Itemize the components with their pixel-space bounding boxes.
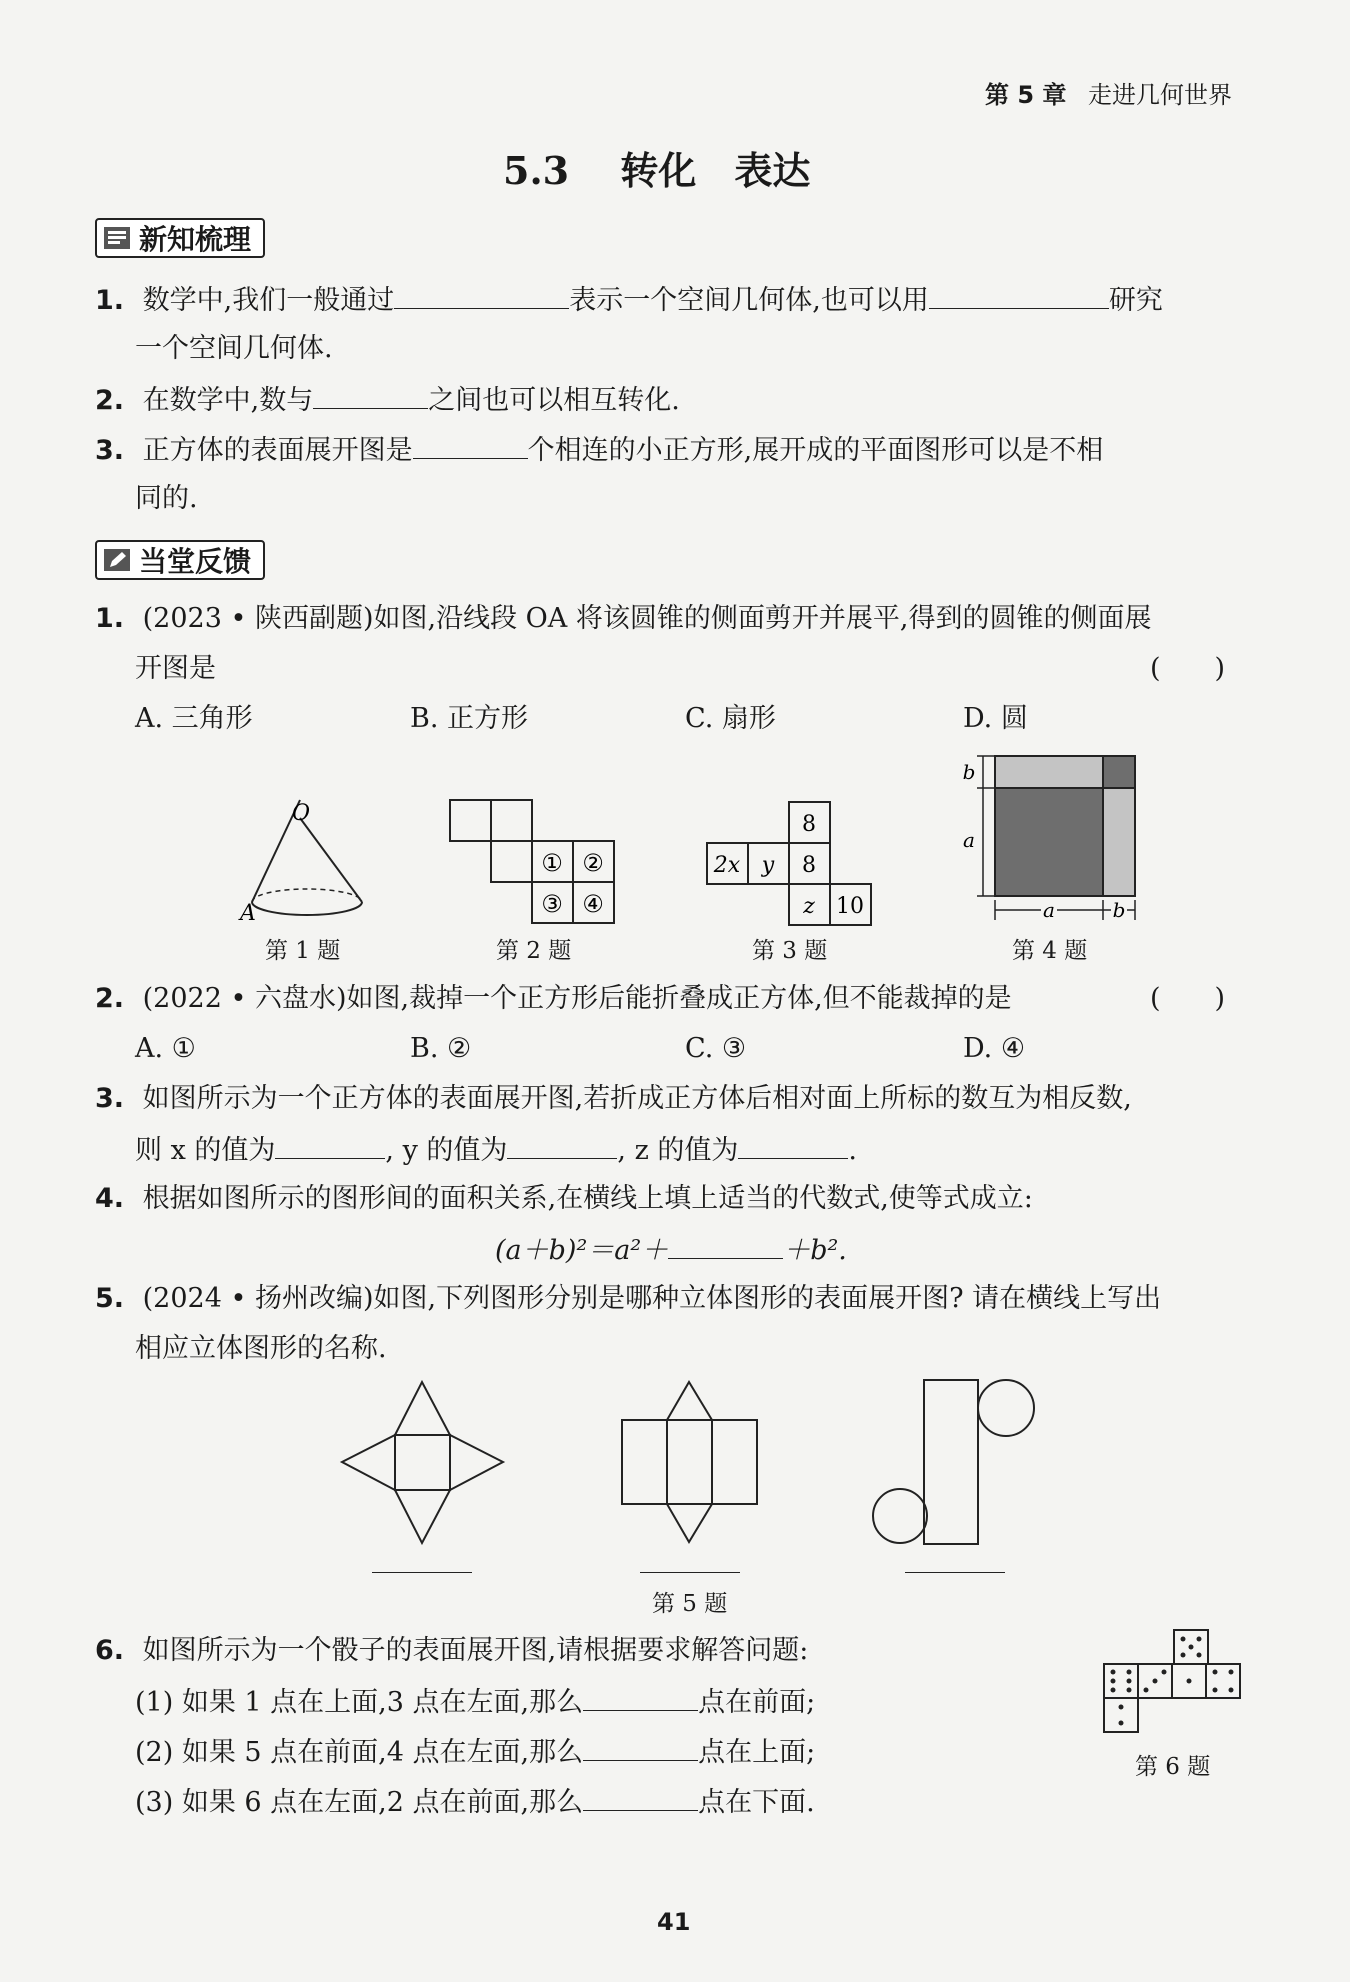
question-3 [95,1082,1132,1116]
question-number: 3. [95,1083,125,1114]
vertex-label-o: O [292,801,311,826]
knowledge-item-1 [95,282,1163,318]
chapter-number: 第 5 章 [985,81,1067,109]
lesson-title [503,140,810,195]
item-text: 表示一个空间几何体,也可以用 [569,285,929,316]
question-text: 点在下面. [698,1787,815,1818]
question-number: 6. [95,1635,125,1666]
figure-1-caption: 第 1 题 [265,938,341,964]
prism-net-figure [620,1380,760,1545]
formula-text: ＋b². [783,1235,847,1266]
answer-line-2[interactable] [640,1572,740,1573]
question-6-part-1 [135,1684,815,1720]
item-number: 3. [95,435,125,466]
page-number: 41 [657,1908,691,1936]
cell-z: z [803,894,815,919]
item-text: 个相连的小正方形,展开成的平面图形可以是不相 [527,435,1104,466]
question-number: 2. [95,983,125,1014]
figure-6-caption: 第 6 题 [1135,1754,1211,1780]
cell-2x: 2x [713,853,741,878]
lesson-name: 转化 表达 [620,149,811,193]
item-text: 在数学中,数与 [142,385,314,416]
bottom-label-a: a [1043,898,1055,922]
section-label: 新知梳理 [139,223,252,256]
question-text: (2022 • 六盘水)如图,裁掉一个正方形后能折叠成正方体,但不能裁掉的是 [142,983,1012,1014]
side-label-a: a [963,828,975,852]
answer-paren[interactable]: ( ) [1150,983,1226,1014]
answer-blank-y[interactable] [507,1132,617,1159]
question-text: 根据如图所示的图形间的面积关系,在横线上填上适当的代数式,使等式成立: [142,1183,1033,1214]
question-text: , z 的值为 [617,1135,739,1166]
section-new-knowledge [95,218,265,258]
answer-blank-x[interactable] [275,1132,385,1159]
chapter-title: 走进几何世界 [1088,81,1232,109]
question-1 [95,602,1151,636]
figure-4-caption: 第 4 题 [1012,938,1088,964]
question-text: (2023 • 陕西副题)如图,沿线段 OA 将该圆锥的侧面剪开并展平,得到的圆锥的侧面展 [142,603,1152,634]
item-text: 正方体的表面展开图是 [142,435,413,466]
option-d[interactable]: D. ④ [963,1033,1026,1064]
question-3-cont [135,1132,857,1168]
cell-top: 8 [802,812,816,837]
cell-y: y [761,853,775,878]
question-6-part-3 [135,1784,815,1820]
question-5-cont: 相应立体图形的名称. [135,1333,387,1364]
item-number: 2. [95,385,125,416]
item-text: 数学中,我们一般通过 [142,285,395,316]
question-text: , y 的值为 [385,1135,508,1166]
answer-line-1[interactable] [372,1572,472,1573]
answer-blank[interactable] [394,282,569,309]
question-text: (3) 如果 6 点在左面,2 点在前面,那么 [135,1787,584,1818]
option-b[interactable]: B. 正方形 [410,703,529,734]
question-1-cont: 开图是 [135,653,216,684]
answer-blank[interactable] [583,1684,698,1711]
question-text: (2024 • 扬州改编)如图,下列图形分别是哪种立体图形的表面展开图? 请在横线上写出 [142,1283,1162,1314]
answer-paren[interactable]: ( ) [1150,653,1226,684]
answer-blank[interactable] [929,282,1109,309]
question-text: 点在上面; [698,1737,816,1768]
figure-3-caption: 第 3 题 [752,938,828,964]
formula-text: (a＋b)²＝a²＋ [495,1235,669,1266]
cell-2: ② [582,849,604,877]
question-4 [95,1182,1033,1216]
option-b[interactable]: B. ② [410,1033,472,1064]
book-icon [103,226,131,250]
question-number: 1. [95,603,125,634]
section-class-feedback [95,540,265,580]
item-number: 1. [95,285,125,316]
cube-net-figure-2 [448,798,624,928]
figure-2-caption: 第 2 题 [496,938,572,964]
bottom-label-b: b [1112,898,1126,922]
dice-net-figure [1100,1628,1250,1738]
figure-5-caption: 第 5 题 [652,1591,728,1617]
cylinder-net-figure [872,1378,1042,1548]
option-c[interactable]: C. 扇形 [685,703,776,734]
answer-blank[interactable] [583,1784,698,1811]
answer-blank[interactable] [583,1734,698,1761]
cell-10: 10 [836,894,864,919]
knowledge-item-2 [95,382,680,418]
option-a[interactable]: A. 三角形 [135,703,253,734]
question-2 [95,982,1012,1016]
item-text: 研究 [1108,285,1163,316]
question-6 [95,1634,808,1668]
question-number: 4. [95,1183,125,1214]
answer-blank[interactable] [413,432,528,459]
question-text: . [848,1135,857,1166]
cell-1: ① [541,849,563,877]
question-number: 5. [95,1283,125,1314]
point-label-a: A [240,901,256,926]
cell-middle: 8 [802,853,816,878]
cone-figure [240,800,380,930]
pencil-icon [103,548,131,572]
knowledge-item-1-cont: 一个空间几何体. [135,333,333,364]
answer-blank[interactable] [313,382,428,409]
answer-blank[interactable] [668,1232,783,1259]
cell-4: ④ [582,890,604,918]
knowledge-item-3-cont: 同的. [135,483,198,514]
section-label: 当堂反馈 [139,545,252,578]
question-6-part-2 [135,1734,815,1770]
area-square-figure [955,752,1135,932]
option-c[interactable]: C. ③ [685,1033,747,1064]
question-text: (2) 如果 5 点在前面,4 点在左面,那么 [135,1737,584,1768]
pyramid-net-figure [340,1380,505,1545]
question-text: 如图所示为一个正方体的表面展开图,若折成正方体后相对面上所标的数互为相反数, [142,1083,1132,1114]
formula-line [495,1232,847,1268]
option-d[interactable]: D. 圆 [963,703,1028,734]
answer-blank-z[interactable] [738,1132,848,1159]
lesson-number: 5.3 [503,148,570,193]
item-text: 之间也可以相互转化. [428,385,680,416]
question-text: 如图所示为一个骰子的表面展开图,请根据要求解答问题: [142,1635,809,1666]
question-text: 点在前面; [698,1687,816,1718]
question-text: 则 x 的值为 [135,1135,276,1166]
side-label-b: b [962,760,976,784]
option-a[interactable]: A. ① [135,1033,196,1064]
question-text: (1) 如果 1 点在上面,3 点在左面,那么 [135,1687,584,1718]
knowledge-item-3 [95,432,1103,468]
answer-line-3[interactable] [905,1572,1005,1573]
cell-3: ③ [541,890,563,918]
question-5 [95,1282,1161,1316]
cube-net-figure-3 [705,800,881,930]
